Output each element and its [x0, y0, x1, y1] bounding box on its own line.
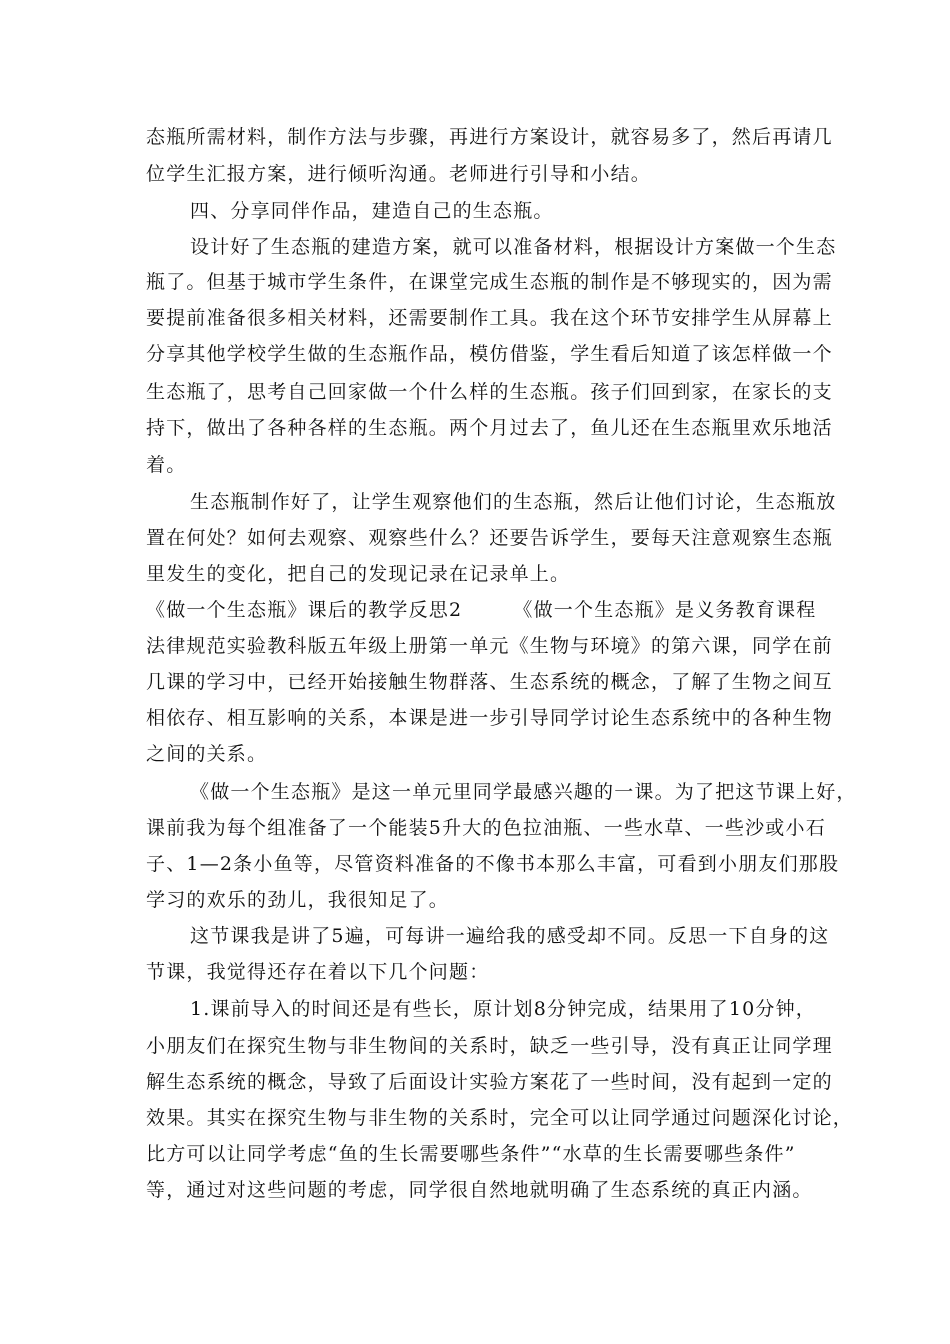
text-line: 设计好了生态瓶的建造方案，就可以准备材料，根据设计方案做一个生态 [190, 236, 837, 258]
text-line: 解生态系统的概念，导致了后面设计实验方案花了一些时间，没有起到一定的 [146, 1071, 833, 1093]
text-line: 课前我为每个组准备了一个能装5升大的色拉油瓶、一些水草、一些沙或小石 [146, 817, 826, 839]
text-line: 持下，做出了各种各样的生态瓶。两个月过去了，鱼儿还在生态瓶里欢乐地活 [146, 417, 833, 439]
text-line: 里发生的变化，把自己的发现记录在记录单上。 [146, 563, 571, 585]
text-line: 瓶了。但基于城市学生条件，在课堂完成生态瓶的制作是不够现实的，因为需 [146, 271, 833, 293]
text-line: 置在何处？如何去观察、观察些什么？还要告诉学生，要每天注意观察生态瓶 [146, 527, 833, 549]
text-line: 要提前准备很多相关材料，还需要制作工具。我在这个环节安排学生从屏幕上 [146, 307, 833, 329]
section-heading: 四、分享同伴作品，建造自己的生态瓶。 [190, 200, 554, 222]
text-line: 1.课前导入的时间还是有些长，原计划8分钟完成，结果用了10分钟， [190, 998, 816, 1020]
text-line: 法律规范实验教科版五年级上册第一单元《生物与环境》的第六课，同学在前 [146, 635, 833, 657]
text-line: 等，通过对这些问题的考虑，同学很自然地就明确了生态系统的真正内涵。 [146, 1179, 813, 1201]
text-line: 位学生汇报方案，进行倾听沟通。老师进行引导和小结。 [146, 163, 652, 185]
text-line: 相依存、相互影响的关系，本课是进一步引导同学讨论生态系统中的各种生物 [146, 707, 833, 729]
text-line: 态瓶所需材料，制作方法与步骤，再进行方案设计，就容易多了，然后再请几 [146, 126, 833, 148]
text-line: 几课的学习中，已经开始接触生物群落、生态系统的概念，了解了生物之间互 [146, 671, 833, 693]
text-line: 《做一个生态瓶》是这一单元里同学最感兴趣的一课。为了把这节课上好， [190, 781, 857, 803]
text-line: 分享其他学校学生做的生态瓶作品，模仿借鉴，学生看后知道了该怎样做一个 [146, 343, 833, 365]
text-line: 之间的关系。 [146, 743, 268, 765]
text-line: 小朋友们在探究生物与非生物间的关系时，缺乏一些引导，没有真正让同学理 [146, 1035, 833, 1057]
text-line: 这节课我是讲了5遍，可每讲一遍给我的感受却不同。反思一下自身的这 [190, 925, 830, 947]
text-line: 生态瓶制作好了，让学生观察他们的生态瓶，然后让他们讨论，生态瓶放 [190, 491, 837, 513]
text-line: 子、1—2条小鱼等，尽管资料准备的不像书本那么丰富，可看到小朋友们那股 [146, 853, 840, 875]
text-line: 《做一个生态瓶》课后的教学反思2 《做一个生态瓶》是义务教育课程 [146, 599, 817, 621]
text-line: 生态瓶了，思考自己回家做一个什么样的生态瓶。孩子们回到家，在家长的支 [146, 381, 833, 403]
text-line: 着。 [146, 454, 187, 476]
text-line: 效果。其实在探究生物与非生物的关系时，完全可以让同学通过问题深化讨论， [146, 1107, 854, 1129]
text-line: 学习的欢乐的劲儿，我很知足了。 [146, 889, 450, 911]
text-line: 比方可以让同学考虑“鱼的生长需要哪些条件”“水草的生长需要哪些条件” [146, 1143, 796, 1165]
text-line: 节课，我觉得还存在着以下几个问题： [146, 961, 490, 983]
